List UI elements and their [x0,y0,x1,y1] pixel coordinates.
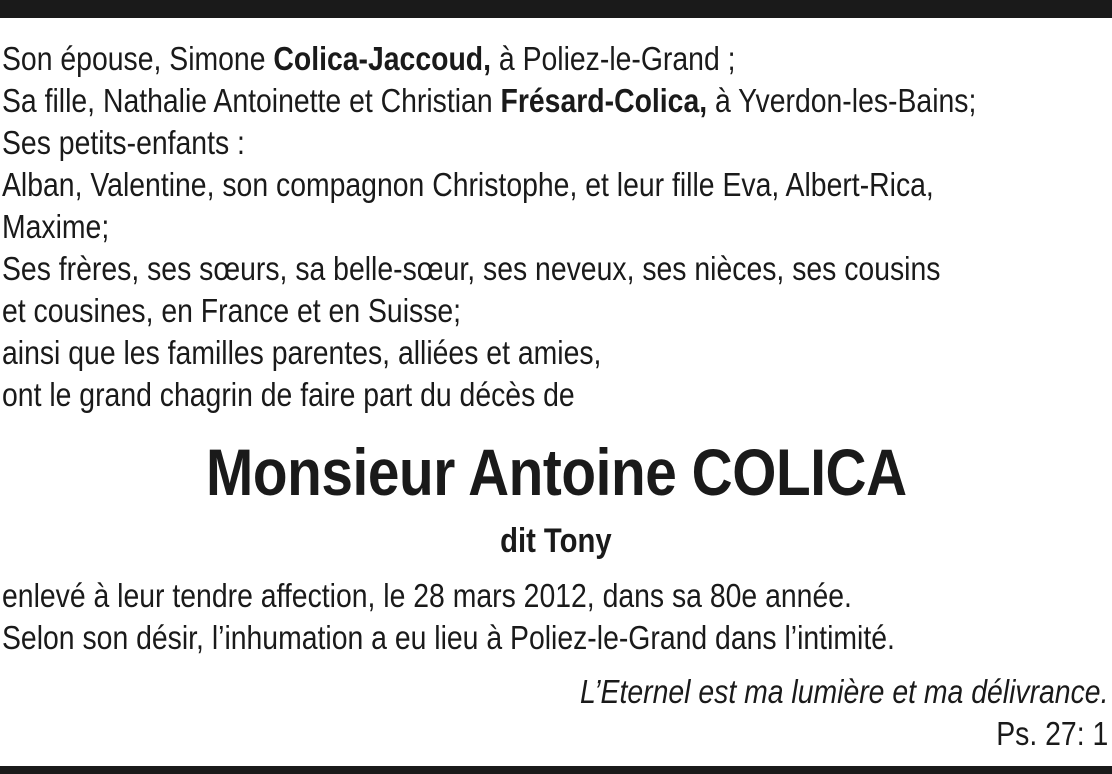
family-list [2,38,1108,416]
top-border [0,0,1112,18]
families-line: ainsi que les familles parentes, alliées et amies, [2,334,602,371]
deceased-name: Monsieur Antoine COLICA [205,435,907,509]
details [2,575,1108,659]
bible-quote: L’Eternel est ma lumière et ma délivrance. [579,673,1108,710]
burial-line: Selon son désir, l’inhumation a eu lieu à Poliez-le-Grand dans l’intimité. [2,619,895,656]
spouse-surname: Colica-Jaccoud, [273,40,492,77]
spouse-line: Son épouse, Simone Colica-Jaccoud, à Poliez-le-Grand ; [2,40,736,77]
siblings-line-1: Ses frères, ses sœurs, sa belle-sœur, ses neveux, ses nièces, ses cousins [2,250,941,287]
daughter-surname: Frésard-Colica, [500,82,708,119]
grandchildren-line-2: Maxime; [2,208,110,245]
bottom-border [0,766,1112,774]
announcement-line: ont le grand chagrin de faire part du décès de [2,376,575,413]
bible-reference: Ps. 27: 1 [995,715,1108,752]
death-date-line: enlevé à leur tendre affection, le 28 mars 2012, dans sa 80e année. [2,577,852,614]
grandchildren-heading: Ses petits-enfants : [2,124,245,161]
daughter-line: Sa fille, Nathalie Antoinette et Christian Frésard-Colica, à Yverdon-les-Bains; [2,82,977,119]
deceased-nickname: dit Tony [500,522,612,560]
grandchildren-line-1: Alban, Valentine, son compagnon Christophe, et leur fille Eva, Albert-Rica, [2,166,934,203]
siblings-line-2: et cousines, en France et en Suisse; [2,292,462,329]
